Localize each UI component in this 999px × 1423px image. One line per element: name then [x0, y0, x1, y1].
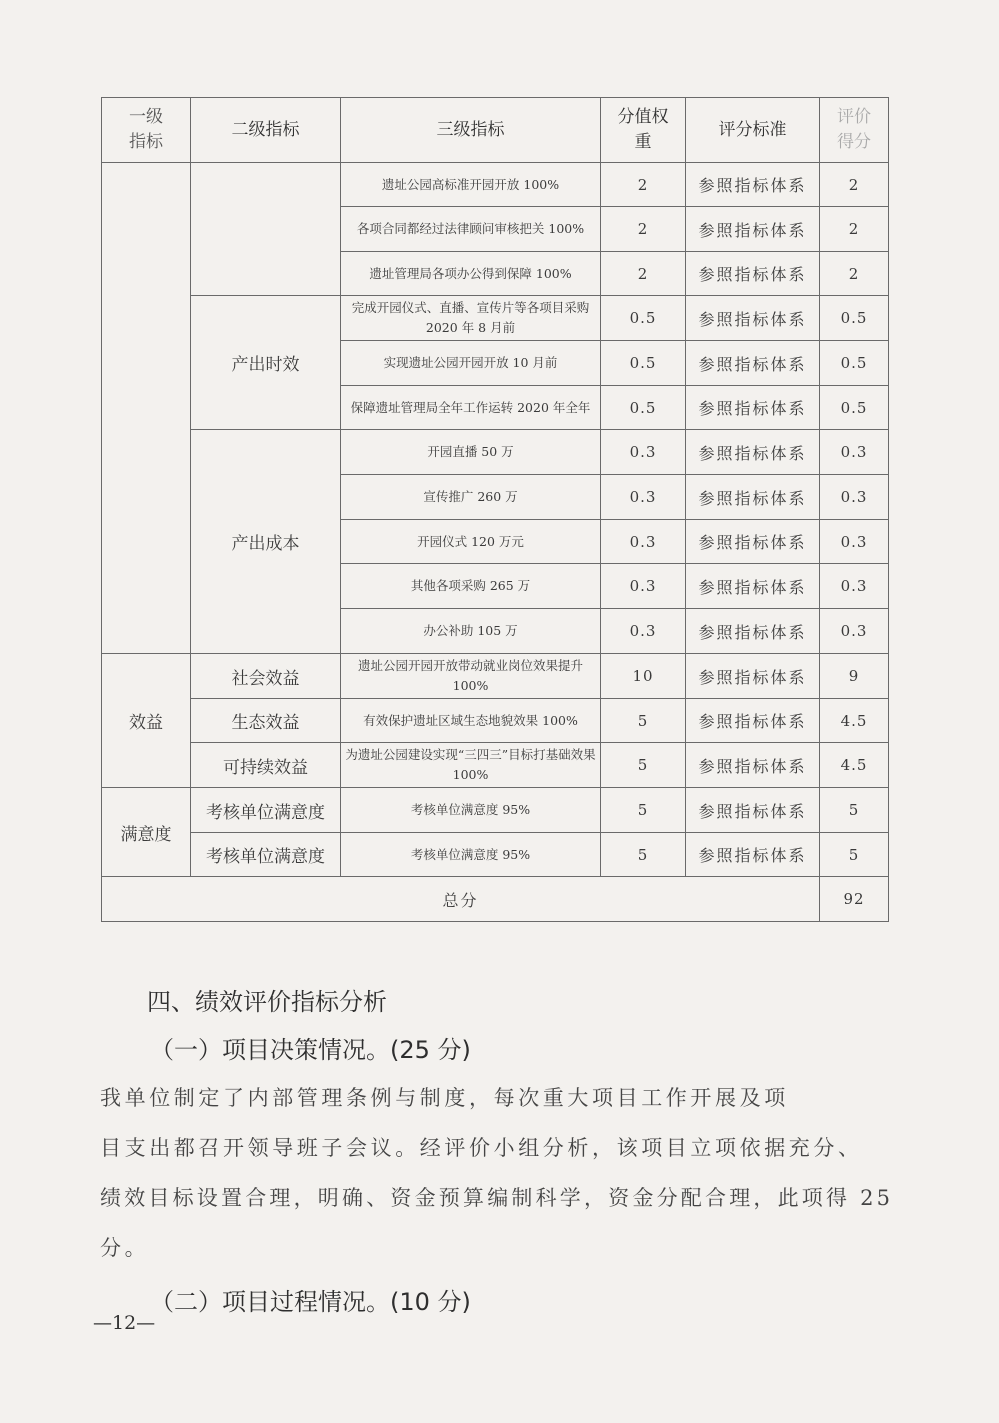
header-level3: 三级指标 [341, 98, 601, 163]
weight-cell: 0.3 [601, 475, 686, 520]
weight-cell: 0.3 [601, 609, 686, 654]
level1-cell-satisfaction: 满意度 [102, 788, 191, 877]
score-cell: 5 [820, 788, 889, 833]
standard-cell: 参照指标体系 [686, 743, 820, 788]
header-level1: 一级 指标 [102, 98, 191, 163]
paragraph-line: 我单位制定了内部管理条例与制度，每次重大项目工作开展及项 [100, 1086, 789, 1110]
subsection-heading: （二）项目过程情况。(10 分) [150, 1288, 471, 1316]
weight-cell: 10 [601, 654, 686, 699]
level3-cell: 其他各项采购 265 万 [341, 564, 601, 609]
header-score: 评价 得分 [820, 98, 889, 163]
score-cell: 0.3 [820, 430, 889, 475]
score-cell: 0.5 [820, 386, 889, 430]
score-cell: 4.5 [820, 699, 889, 743]
level3-cell: 考核单位满意度 95% [341, 788, 601, 833]
level3-cell: 宣传推广 260 万 [341, 475, 601, 520]
weight-cell: 2 [601, 207, 686, 252]
standard-cell: 参照指标体系 [686, 833, 820, 877]
standard-cell: 参照指标体系 [686, 609, 820, 654]
standard-cell: 参照指标体系 [686, 564, 820, 609]
total-score: 92 [820, 877, 889, 922]
paragraph-line: 分。 [100, 1236, 150, 1260]
standard-cell: 参照指标体系 [686, 430, 820, 475]
level2-cell: 生态效益 [191, 699, 341, 743]
indicator-table [101, 97, 889, 922]
level3-cell: 为遗址公园建设实现“三四三”目标打基础效果 100% [341, 743, 601, 788]
standard-cell: 参照指标体系 [686, 386, 820, 430]
level2-cell-blank [191, 163, 341, 296]
weight-cell: 2 [601, 163, 686, 207]
level2-cell-cost: 产出成本 [191, 430, 341, 654]
score-cell: 2 [820, 207, 889, 252]
weight-cell: 0.3 [601, 520, 686, 564]
level2-cell: 可持续效益 [191, 743, 341, 788]
header-level2: 二级指标 [191, 98, 341, 163]
level2-cell: 考核单位满意度 [191, 833, 341, 877]
level3-cell: 遗址公园高标准开园开放 100% [341, 163, 601, 207]
level3-cell: 开园直播 50 万 [341, 430, 601, 475]
weight-cell: 5 [601, 833, 686, 877]
page-number: —12— [93, 1312, 156, 1334]
standard-cell: 参照指标体系 [686, 699, 820, 743]
level3-cell: 各项合同都经过法律顾问审核把关 100% [341, 207, 601, 252]
level2-cell: 考核单位满意度 [191, 788, 341, 833]
table-row [102, 699, 889, 743]
weight-cell: 5 [601, 743, 686, 788]
level3-cell: 有效保护遗址区域生态地貌效果 100% [341, 699, 601, 743]
standard-cell: 参照指标体系 [686, 252, 820, 296]
table-row [102, 833, 889, 877]
level3-cell: 办公补助 105 万 [341, 609, 601, 654]
score-cell: 0.3 [820, 609, 889, 654]
weight-cell: 5 [601, 699, 686, 743]
table-row [102, 743, 889, 788]
weight-cell: 0.5 [601, 386, 686, 430]
standard-cell: 参照指标体系 [686, 207, 820, 252]
paragraph-line: 目支出都召开领导班子会议。经评价小组分析，该项目立项依据充分、 [100, 1136, 863, 1160]
level1-cell-output [102, 163, 191, 654]
header-weight: 分值权 重 [601, 98, 686, 163]
score-cell: 0.5 [820, 296, 889, 341]
table-row [102, 296, 889, 341]
standard-cell: 参照指标体系 [686, 788, 820, 833]
level1-cell-effect: 效益 [102, 654, 191, 788]
standard-cell: 参照指标体系 [686, 341, 820, 386]
weight-cell: 0.3 [601, 430, 686, 475]
score-cell: 5 [820, 833, 889, 877]
score-cell: 0.3 [820, 520, 889, 564]
score-cell: 2 [820, 163, 889, 207]
level3-cell: 遗址管理局各项办公得到保障 100% [341, 252, 601, 296]
weight-cell: 5 [601, 788, 686, 833]
score-cell: 4.5 [820, 743, 889, 788]
table-row [102, 788, 889, 833]
subsection-heading: （一）项目决策情况。(25 分) [150, 1036, 471, 1064]
level3-cell: 完成开园仪式、直播、宣传片等各项目采购 2020 年 8 月前 [341, 296, 601, 341]
paragraph-line: 绩效目标设置合理，明确、资金预算编制科学，资金分配合理，此项得 25 [100, 1186, 894, 1210]
level3-cell: 开园仪式 120 万元 [341, 520, 601, 564]
score-cell: 2 [820, 252, 889, 296]
standard-cell: 参照指标体系 [686, 475, 820, 520]
weight-cell: 0.3 [601, 564, 686, 609]
standard-cell: 参照指标体系 [686, 654, 820, 699]
score-cell: 9 [820, 654, 889, 699]
weight-cell: 2 [601, 252, 686, 296]
level2-cell: 社会效益 [191, 654, 341, 699]
section-heading: 四、绩效评价指标分析 [147, 988, 387, 1016]
level2-cell-timeliness: 产出时效 [191, 296, 341, 430]
score-cell: 0.3 [820, 564, 889, 609]
table-row [102, 163, 889, 207]
level3-cell: 实现遗址公园开园开放 10 月前 [341, 341, 601, 386]
standard-cell: 参照指标体系 [686, 163, 820, 207]
standard-cell: 参照指标体系 [686, 520, 820, 564]
standard-cell: 参照指标体系 [686, 296, 820, 341]
weight-cell: 0.5 [601, 341, 686, 386]
table-row [102, 654, 889, 699]
score-cell: 0.3 [820, 475, 889, 520]
level3-cell: 考核单位满意度 95% [341, 833, 601, 877]
weight-cell: 0.5 [601, 296, 686, 341]
total-label: 总分 [102, 877, 820, 922]
table-header-row [102, 98, 889, 163]
header-standard: 评分标准 [686, 98, 820, 163]
level3-cell: 保障遗址管理局全年工作运转 2020 年全年 [341, 386, 601, 430]
table-total-row [102, 877, 889, 922]
score-cell: 0.5 [820, 341, 889, 386]
table-row [102, 430, 889, 475]
level3-cell: 遗址公园开园开放带动就业岗位效果提升 100% [341, 654, 601, 699]
